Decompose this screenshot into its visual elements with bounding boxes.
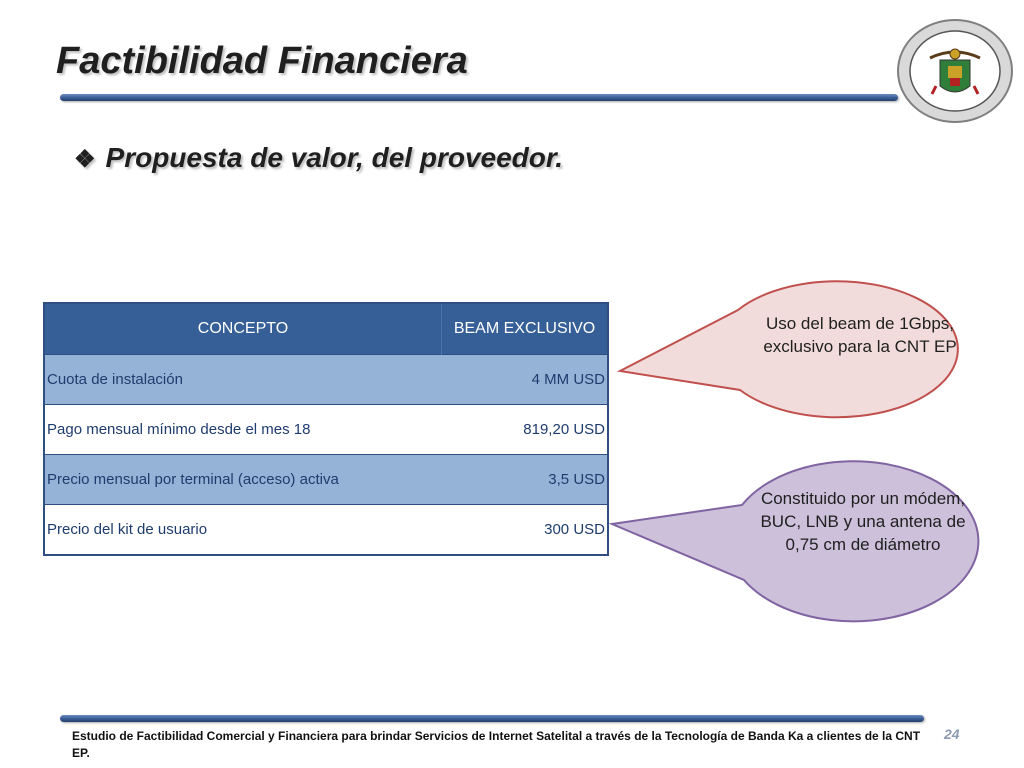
footer-divider <box>60 715 924 722</box>
footer-text: Estudio de Factibilidad Comercial y Financiera para brindar Servicios de Internet Satelital a través de la Tecnología de Banda Ka a clientes de la CNT EP. <box>72 729 921 760</box>
header-beam-exclusivo: BEAM EXCLUSIVO <box>442 303 609 355</box>
callout-text-kit: Constituido por un módem, BUC, LNB y una antena de 0,75 cm de diámetro <box>760 489 966 554</box>
row-concept: Pago mensual mínimo desde el mes 18 <box>44 405 442 455</box>
header-concept: CONCEPTO <box>44 303 442 355</box>
row-value: 4 MM USD <box>442 355 609 405</box>
row-concept: Precio del kit de usuario <box>44 505 442 556</box>
page-number: 24 <box>944 726 960 742</box>
row-value: 3,5 USD <box>442 455 609 505</box>
row-value: 300 USD <box>442 505 609 556</box>
slide-title: Factibilidad Financiera <box>56 40 468 82</box>
subtitle-text: Propuesta de valor, del proveedor. <box>105 142 564 173</box>
callout-text-beam: Uso del beam de 1Gbps, exclusivo para la CNT EP <box>763 314 957 356</box>
diamond-bullet-icon: ❖ <box>74 146 96 173</box>
row-concept: Cuota de instalación <box>44 355 442 405</box>
row-value: 819,20 USD <box>442 405 609 455</box>
row-concept: Precio mensual por terminal (acceso) activa <box>44 455 442 505</box>
